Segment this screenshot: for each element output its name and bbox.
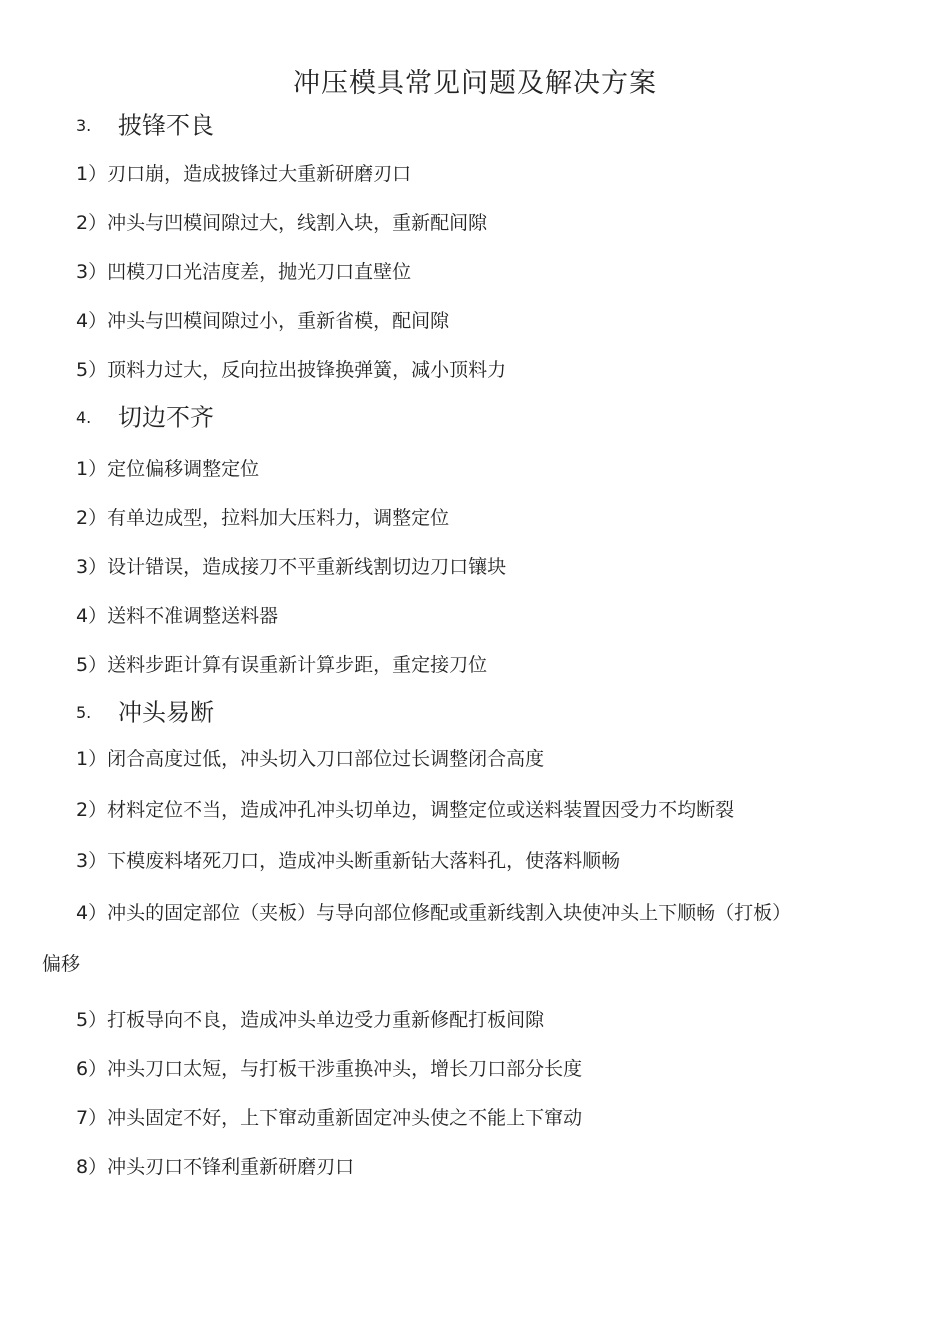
section-heading: [76, 105, 214, 145]
section-title: 切边不齐: [118, 403, 214, 432]
list-item: 7）冲头固定不好，上下窜动重新固定冲头使之不能上下窜动: [76, 1107, 583, 1129]
section-heading: [76, 692, 214, 732]
list-item: 1）定位偏移调整定位: [76, 458, 260, 480]
list-item: 2）冲头与凹模间隙过大，线割入块，重新配间隙: [76, 212, 488, 234]
section-title: 冲头易断: [118, 698, 214, 727]
list-item: 2）有单边成型，拉料加大压料力，调整定位: [76, 507, 450, 529]
section-title: 披锋不良: [118, 111, 214, 140]
section-number: 3.: [76, 115, 92, 135]
section-heading: [76, 397, 214, 437]
list-item-continuation: 偏移: [42, 953, 81, 975]
list-item: 5）打板导向不良，造成冲头单边受力重新修配打板间隙: [76, 1009, 545, 1031]
list-item: 5）送料步距计算有误重新计算步距，重定接刀位: [76, 654, 488, 676]
list-item: 1）刃口崩，造成披锋过大重新研磨刃口: [76, 163, 412, 185]
list-item: 2）材料定位不当，造成冲孔冲头切单边，调整定位或送料装置因受力不均断裂: [76, 799, 735, 821]
list-item: 8）冲头刃口不锋利重新研磨刃口: [76, 1156, 355, 1178]
list-item: 3）设计错误，造成接刀不平重新线割切边刀口镶块: [76, 556, 507, 578]
list-item: 1）闭合高度过低，冲头切入刀口部位过长调整闭合高度: [76, 748, 545, 770]
list-item: 3）凹模刀口光洁度差，抛光刀口直壁位: [76, 261, 412, 283]
list-item: 4）冲头与凹模间隙过小，重新省模，配间隙: [76, 310, 450, 332]
section-number: 4.: [76, 407, 92, 427]
list-item: 4）冲头的固定部位（夹板）与导向部位修配或重新线割入块使冲头上下顺畅（打板）: [76, 902, 792, 924]
document-title: 冲压模具常见问题及解决方案: [293, 68, 657, 99]
list-item: 3）下模废料堵死刀口，造成冲头断重新钻大落料孔，使落料顺畅: [76, 850, 621, 872]
list-item: 4）送料不准调整送料器: [76, 605, 279, 627]
section-number: 5.: [76, 702, 92, 722]
list-item: 6）冲头刀口太短，与打板干涉重换冲头，增长刀口部分长度: [76, 1058, 583, 1080]
list-item: 5）顶料力过大，反向拉出披锋换弹簧，减小顶料力: [76, 359, 507, 381]
